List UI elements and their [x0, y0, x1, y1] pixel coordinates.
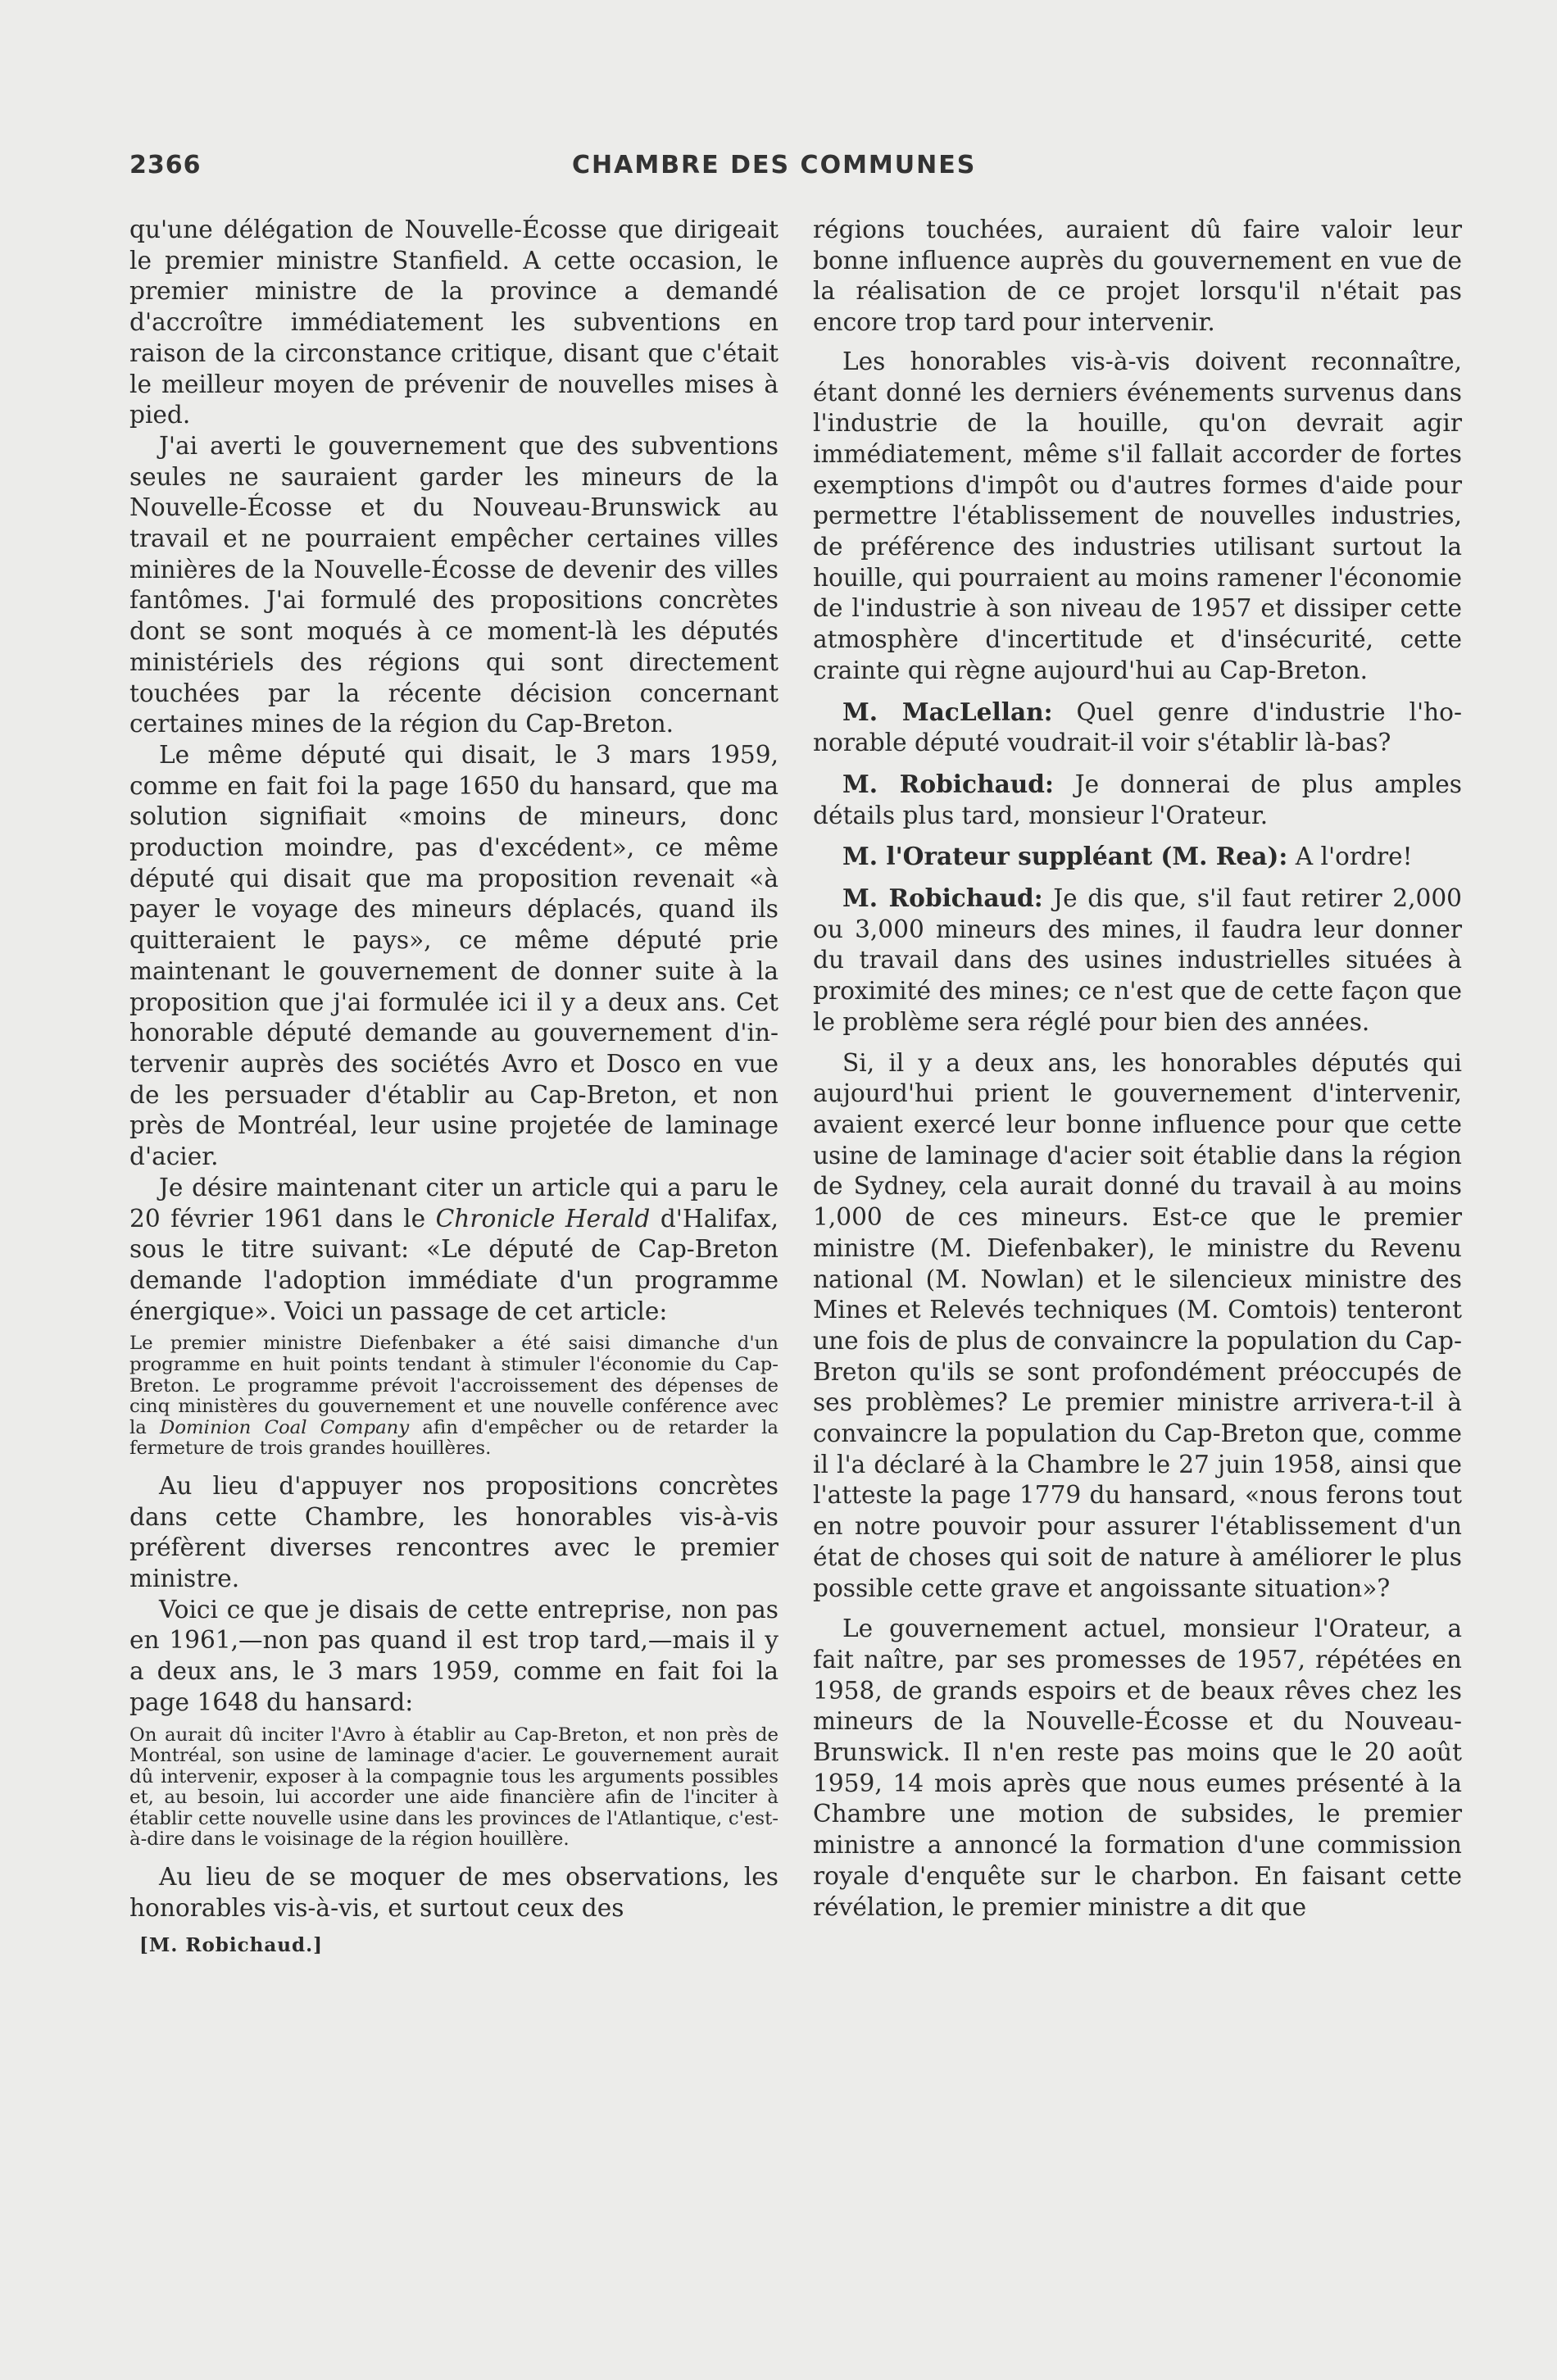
paragraph: Les honorables vis-à-vis doivent reconnaître, étant donné les derniers événements survenus dans l'industrie de la houille, qu'on devrait agir immédiatement, même s'il fallait accorder de fortes exemptions d'impôt ou d'autres formes d'aide pour permettre l'établissement de nouvelles industries, de préférence des industries utilisant surtout la houille, qui pourraient au moins ramener l'économie de l'industrie à son niveau de 1957 et dissiper cette atmosphère d'incertitude et d'insécurité, cette crainte qui règne aujourd'hui au Cap-Breton.: [813, 347, 1462, 684]
right-column: [813, 215, 1462, 1923]
speech-text: Quel genre d'industrie l'honorable député voudrait-il voir s'établir là-bas?: [813, 697, 1462, 757]
paragraph-text: d'Halifax, sous le titre suivant: «Le député de Cap-Breton demande l'adoption immédiate d'un programme énergique». Voici un passage de cet article:: [129, 1204, 779, 1325]
speaker-name: M. Robichaud:: [842, 769, 1054, 798]
block-quote: [129, 1333, 778, 1460]
speaker-name: M. MacLellan:: [842, 697, 1053, 726]
speaker-name: M. l'Orateur suppléant (M. Rea):: [842, 842, 1288, 871]
page-number: 2366: [129, 151, 202, 179]
quote-text: Le premier ministre Diefenbaker a été saisi dimanche d'un programme en huit points tendant à stimuler l'économie du Cap-Breton. Le programme prévoit l'accroissement des dépenses de cinq ministères du gouvernement et une nouvelle conférence avec la: [129, 1333, 778, 1438]
speech-text: Je donnerai de plus amples détails plus tard, monsieur l'Orateur.: [813, 770, 1462, 829]
newspaper-title: Chronicle Herald: [435, 1204, 651, 1233]
speaker-turn: [813, 883, 1462, 1038]
speech-text: A l'ordre!: [1287, 843, 1413, 871]
paragraph: [129, 1173, 778, 1328]
left-column: [129, 215, 778, 1961]
paragraph: qu'une délégation de Nouvelle-Écosse que dirigeait le premier ministre Stanfield. A cette occasion, le premier ministre de la province a demandé d'accroître immédiatement les subventions en raison de la circonstance critique, disant que c'était le meilleur moyen de prévenir de nouvelles mises à pied.: [129, 216, 778, 429]
paragraph: Au lieu d'appuyer nos propositions concrètes dans cette Chambre, les honorables vis-à-vis préfèrent diverses rencontres avec le premier ministre.: [129, 1471, 778, 1592]
paragraph-text: Je désire maintenant citer un article qui a paru le 20 février 1961 dans le: [129, 1173, 778, 1233]
paragraph: Le gouvernement actuel, monsieur l'Orateur, a fait naître, par ses promesses de 1957, répétées en 1958, de grands espoirs et de beaux rêves chez les mineurs de la Nouvelle-Écosse et du Nouveau-Brunswick. Il n'en reste pas moins que le 20 août 1959, 14 mois après que nous eumes présenté à la Chambre une motion de subsides, le premier ministre a annoncé la formation d'une commission royale d'enquête sur le charbon. En faisant cette révélation, le premier ministre a dit que: [813, 1615, 1462, 1921]
speaker-turn: [813, 697, 1462, 759]
running-title: CHAMBRE DES COMMUNES: [572, 151, 977, 179]
company-name: Dominion Coal Company: [160, 1416, 410, 1438]
paragraph: Le même député qui disait, le 3 mars 1959, comme en fait foi la page 1650 du hansard, que ma solution signifiait «moins de mineurs, donc production moindre, pas d'excédent», ce même député qui disait que ma proposition revenait «à payer le voyage des mineurs déplacés, quand ils quitteraient le pays», ce même député prie maintenant le gouvernement de donner suite à la proposition que j'ai formulée ici il y a deux ans. Cet honorable député demande au gouvernement d'intervenir auprès des sociétés Avro et Dosco en vue de les persuader d'établir au Cap-Breton, et non près de Montréal, leur usine projetée de laminage d'acier.: [129, 740, 778, 1171]
speech-text: Je dis que, s'il faut retirer 2,000 ou 3,000 mineurs des mines, il faudra leur donner du travail dans des usines industrielles situées à proximité des mines; ce n'est que de cette façon que le problème sera réglé pour bien des années.: [813, 884, 1462, 1036]
paragraph: Voici ce que je disais de cette entreprise, non pas en 1961,—non pas quand il est trop tard,—mais il y a deux ans, le 3 mars 1959, comme en fait foi la page 1648 du hansard:: [129, 1595, 778, 1716]
paragraph: régions touchées, auraient dû faire valoir leur bonne influence auprès du gouvernement en vue de la réalisation de ce projet lorsqu'il n'était pas encore trop tard pour intervenir.: [813, 216, 1462, 337]
speaker-name: M. Robichaud:: [842, 883, 1043, 913]
block-quote: On aurait dû inciter l'Avro à établir au Cap-Breton, et non près de Montréal, son usine de laminage d'acier. Le gouvernement aurait dû intervenir, exposer à la compagnie tous les arguments possibles et, au besoin, lui accorder une aide financière afin de l'inciter à établir cette nouvelle usine dans les provinces de l'Atlantique, c'est-à-dire dans le voisinage de la région houillère.: [129, 1724, 778, 1851]
paragraph: Au lieu de se moquer de mes observations, les honorables vis-à-vis, et surtout ceux des: [129, 1863, 778, 1922]
speaker-signature: [M. Robichaud.]: [139, 1934, 323, 1957]
speaker-turn: [813, 841, 1462, 873]
paragraph: Si, il y a deux ans, les honorables députés qui aujourd'hui prient le gouvernement d'intervenir, avaient exercé leur bonne influence pour que cette usine de laminage d'acier soit établie dans la région de Sydney, cela aurait donné du travail à au moins 1,000 de ces mineurs. Est-ce que le premier ministre (M. Diefenbaker), le ministre du Revenu national (M. Nowlan) et le silencieux ministre des Mines et Relevés techniques (M. Comtois) tenteront une fois de plus de convaincre la population du Cap-Breton qu'ils se sont profondément préoccupés de ses problèmes? Le premier ministre arrivera-t-il à convaincre la population du Cap-Breton que, comme il l'a déclaré à la Chambre le 27 juin 1958, ainsi que l'atteste la page 1779 du hansard, «nous ferons tout en notre pouvoir pour assurer l'établissement d'un état de choses qui soit de nature à améliorer le plus possible cette grave et angoissante situation»?: [813, 1048, 1462, 1602]
page-header: [129, 151, 1465, 192]
speaker-turn: [813, 769, 1462, 831]
quote-text: afin d'empêcher ou de retarder la fermeture de trois grandes houillères.: [129, 1416, 778, 1460]
paragraph: J'ai averti le gouvernement que des subventions seules ne sauraient garder les mineurs de la Nouvelle-Écosse et du Nouveau-Brunswick au travail et ne pourraient empêcher certaines villes minières de la Nouvelle-Écosse de devenir des villes fantômes. J'ai formulé des propositions concrètes dont se sont moqués à ce moment-là les députés ministériels des régions qui sont directement touchées par la récente décision concernant certaines mines de la région du Cap-Breton.: [129, 431, 778, 738]
